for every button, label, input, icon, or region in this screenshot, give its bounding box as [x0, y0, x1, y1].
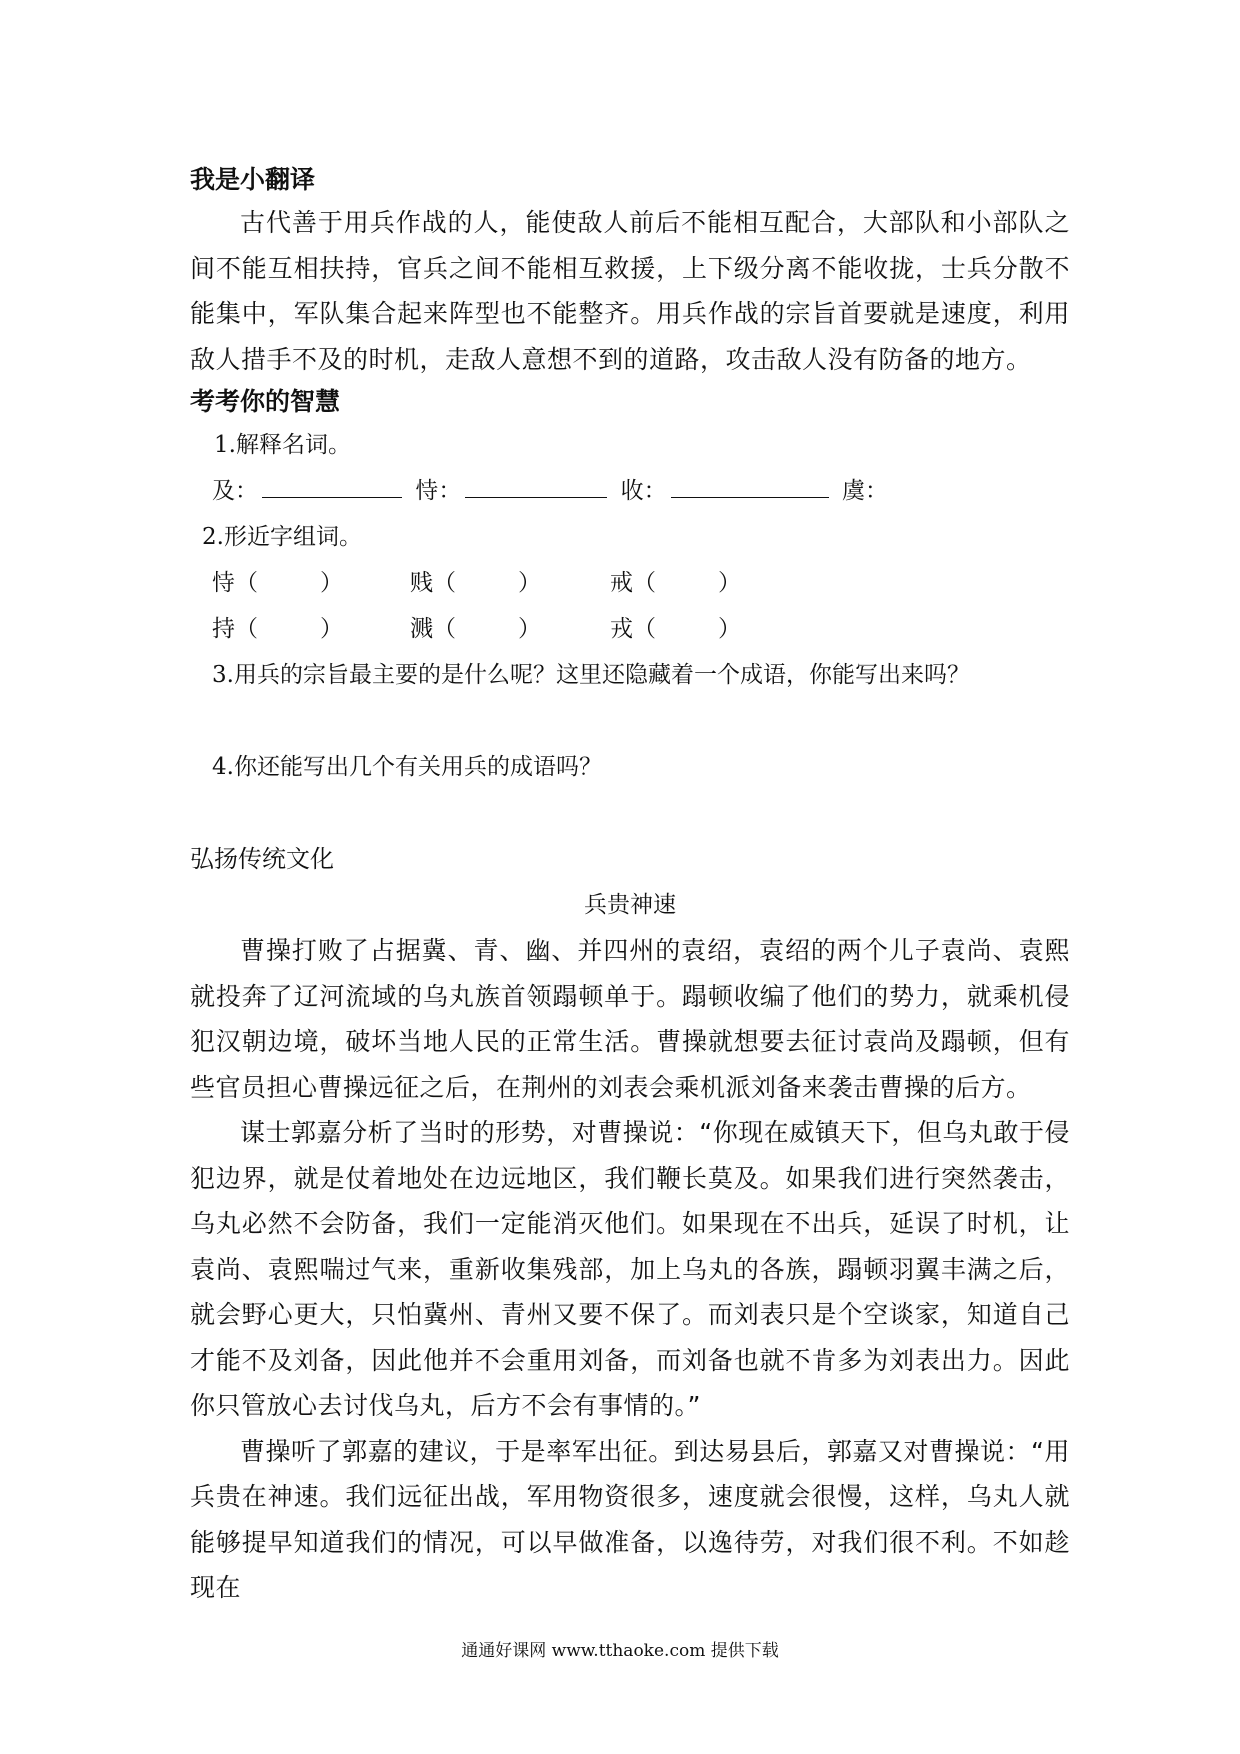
q1-label-yu: 虞： [841, 478, 888, 504]
section-heading-translation: 我是小翻译 [190, 165, 316, 194]
q1-label-shi: 恃： [415, 478, 462, 504]
answer-blank-shou[interactable] [671, 471, 829, 498]
q1-label-shou: 收： [620, 478, 667, 504]
paren-close: ） [320, 616, 343, 642]
question-2: 2.形近字组词。 [202, 524, 362, 550]
answer-blank-shi[interactable] [465, 471, 607, 498]
answer-blank-ji[interactable] [262, 471, 402, 498]
word-pair-3a: 戒（ [610, 570, 656, 596]
question-1: 1.解释名词。 [214, 432, 351, 458]
story-title: 兵贵神速 [584, 892, 676, 918]
page-footer: 通通好课网 www.tthaoke.com 提供下载 [461, 1641, 779, 1661]
word-pair-1b: 持（ [212, 616, 258, 642]
section-heading-culture: 弘扬传统文化 [190, 845, 334, 873]
word-pair-1a: 恃（ [212, 570, 258, 596]
section-heading-quiz: 考考你的智慧 [190, 387, 341, 416]
translation-paragraph: 古代善于用兵作战的人，能使敌人前后不能相互配合，大部队和小部队之间不能互相扶持，官兵之间不能相互救援，上下级分离不能收拢，士兵分散不能集中，军队集合起来阵型也不能整齐。用兵作战的宗旨首要就是速度，利用敌人措手不及的时机，走敌人意想不到的道路，攻击敌人没有防备的地方。 [190, 208, 1070, 374]
paren-close: ） [518, 616, 541, 642]
answer-space-3 [190, 698, 1070, 744]
answer-space-4 [190, 790, 1070, 836]
question-1-items [190, 468, 1070, 514]
q1-label-ji: 及： [212, 478, 258, 504]
question-3: 3.用兵的宗旨最主要的是什么呢？这里还隐藏着一个成语，你能写出来吗？ [212, 662, 970, 688]
question-2-row-1 [190, 560, 1070, 606]
story-paragraph-3: 曹操听了郭嘉的建议，于是率军出征。到达易县后，郭嘉又对曹操说：“用兵贵在神速。我们远征出战，军用物资很多，速度就会很慢，这样，乌丸人就能够提早知道我们的情况，可以早做准备，以逸待劳，对我们很不利。不如趁现在 [190, 1436, 1070, 1602]
paren-close: ） [718, 616, 741, 642]
paren-close: ） [518, 570, 541, 596]
story-paragraph-1: 曹操打败了占据冀、青、幽、并四州的袁绍，袁绍的两个儿子袁尚、袁熙就投奔了辽河流域的乌丸族首领蹋顿单于。蹋顿收编了他们的势力，就乘机侵犯汉朝边境，破坏当地人民的正常生活。曹操就想要去征讨袁尚及蹋顿，但有些官员担心曹操远征之后，在荆州的刘表会乘机派刘备来袭击曹操的后方。 [190, 936, 1070, 1102]
document-content [190, 160, 1070, 1611]
question-2-row-2 [190, 606, 1070, 652]
paren-close: ） [320, 570, 343, 596]
paren-close: ） [718, 570, 741, 596]
question-4: 4.你还能写出几个有关用兵的成语吗？ [212, 754, 602, 780]
word-pair-3b: 戎（ [610, 616, 656, 642]
story-paragraph-2: 谋士郭嘉分析了当时的形势，对曹操说：“你现在威镇天下，但乌丸敢于侵犯边界，就是仗着地处在边远地区，我们鞭长莫及。如果我们进行突然袭击，乌丸必然不会防备，我们一定能消灭他们。如果现在不出兵，延误了时机，让袁尚、袁熙喘过气来，重新收集残部，加上乌丸的各族，蹋顿羽翼丰满之后，就会野心更大，只怕冀州、青州又要不保了。而刘表只是个空谈家，知道自己才能不及刘备，因此他并不会重用刘备，而刘备也就不肯多为刘表出力。因此你只管放心去讨伐乌丸，后方不会有事情的。” [190, 1118, 1070, 1420]
word-pair-2b: 溅（ [410, 616, 456, 642]
word-pair-2a: 贱（ [410, 570, 456, 596]
